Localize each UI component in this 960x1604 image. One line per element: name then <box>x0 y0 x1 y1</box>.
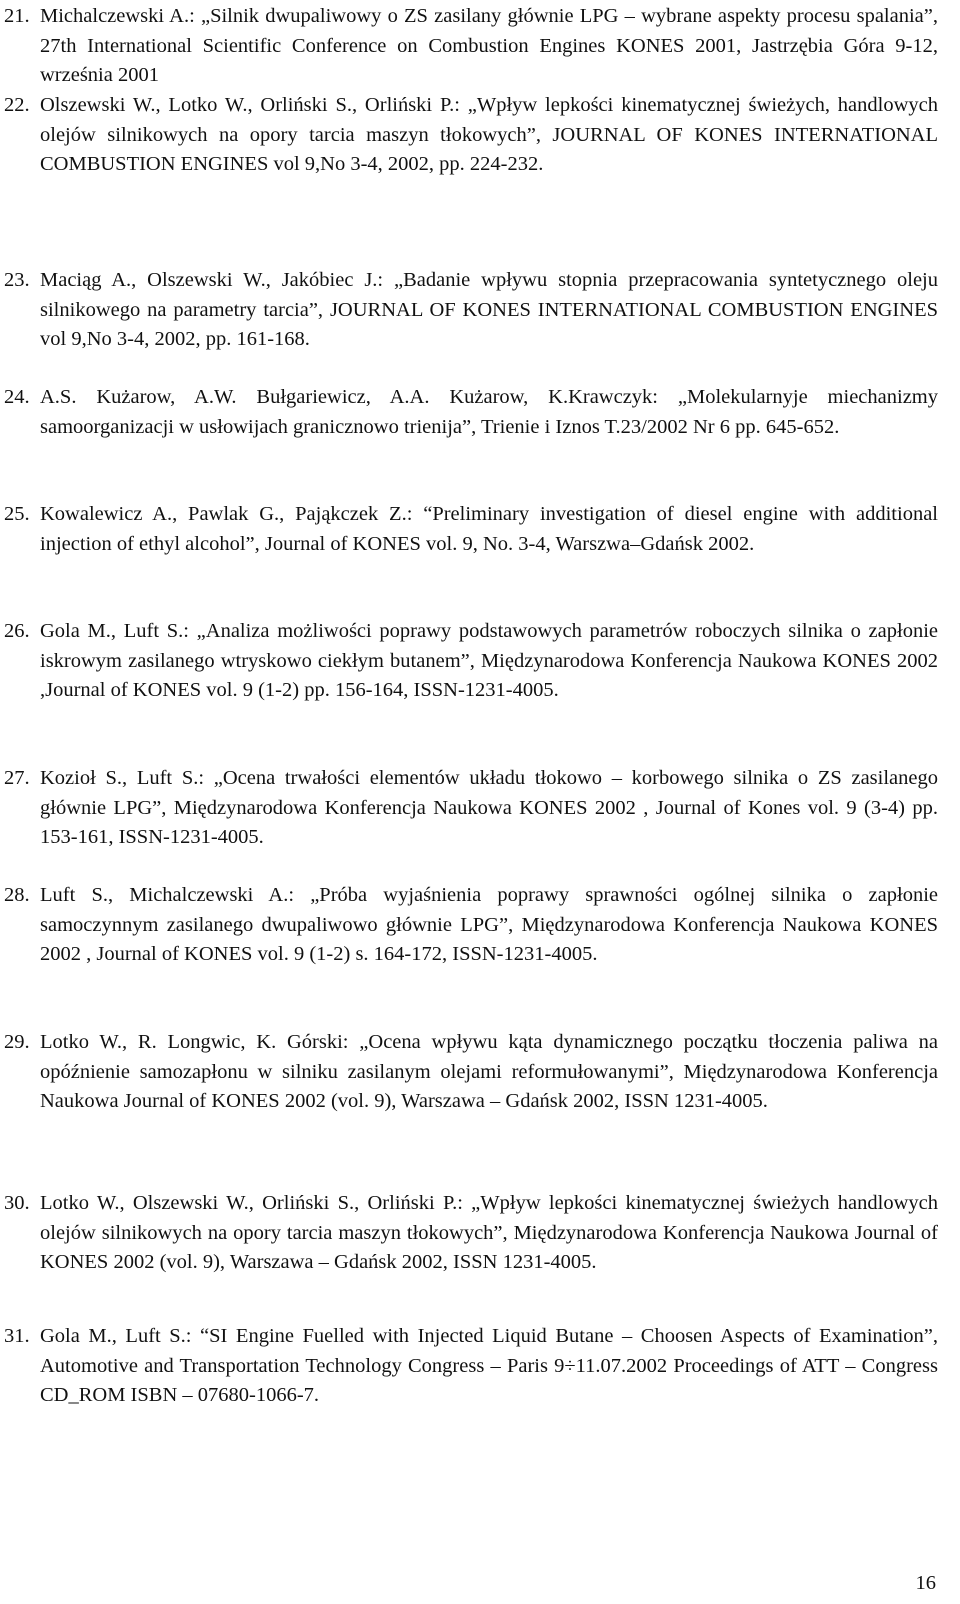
page-number: 16 <box>915 1572 936 1594</box>
reference-number: 24. <box>4 386 30 408</box>
reference-item <box>4 91 938 176</box>
reference-item <box>4 881 938 966</box>
reference-item <box>4 764 938 849</box>
reference-number: 27. <box>4 767 30 789</box>
reference-text: Luft S., Michalczewski A.: „Próba wyjaśnienia poprawy sprawności ogólnej silnika o zapłonie samoczynnym zasilanego dwupaliwowo głównie LPG”, Międzynarodowa Konferencja Naukowa KONES 2002 , Journal of KONES vol. 9 (1-2) s. 164-172, ISSN-1231-4005. <box>40 884 938 966</box>
reference-item <box>4 1028 938 1113</box>
reference-text: Lotko W., Olszewski W., Orliński S., Orliński P.: „Wpływ lepkości kinematycznej świeżych handlowych olejów silnikowych na opory tarcia maszyn tłokowych”, Międzynarodowa Konferencja Naukowa Journal of KONES 2002 (vol. 9), Warszawa – Gdańsk 2002, ISSN 1231-4005. <box>40 1192 938 1274</box>
reference-text: Lotko W., R. Longwic, K. Górski: „Ocena wpływu kąta dynamicznego początku tłoczenia paliwa na opóźnienie samozapłonu w silniku zasilanym olejami reformułowanymi”, Międzynarodowa Konferencja Naukowa Journal of KONES 2002 (vol. 9), Warszawa – Gdańsk 2002, ISSN 1231-4005. <box>40 1031 938 1113</box>
reference-number: 21. <box>4 5 30 27</box>
reference-item <box>4 1189 938 1274</box>
reference-number: 31. <box>4 1325 30 1347</box>
reference-text: Maciąg A., Olszewski W., Jakóbiec J.: „Badanie wpływu stopnia przepracowania syntetycznego oleju silnikowego na parametry tarcia”, JOURNAL OF KONES INTERNATIONAL COMBUSTION ENGINES vol 9,No 3-4, 2002, pp. 161-168. <box>40 269 938 351</box>
reference-text: A.S. Kużarow, A.W. Bułgariewicz, A.A. Kużarow, K.Krawczyk: „Molekularnyje miechanizmy samoorganizacji w usłowijach granicznowo trienija”, Trienie i Iznos T.23/2002 Nr 6 pp. 645-652. <box>40 386 938 438</box>
reference-number: 22. <box>4 94 30 116</box>
reference-number: 25. <box>4 503 30 525</box>
reference-item <box>4 1322 938 1407</box>
reference-number: 29. <box>4 1031 30 1053</box>
reference-item <box>4 266 938 351</box>
reference-text: Michalczewski A.: „Silnik dwupaliwowy o ZS zasilany głównie LPG – wybrane aspekty procesu spalania”, 27th International Scientific Conference on Combustion Engines KONES 2001, Jastrzębia Góra 9-12, września 2001 <box>40 5 938 87</box>
reference-text: Olszewski W., Lotko W., Orliński S., Orliński P.: „Wpływ lepkości kinematycznej świeżych, handlowych olejów silnikowych na opory tarcia maszyn tłokowych”, JOURNAL OF KONES INTERNATIONAL COMBUSTION ENGINES vol 9,No 3-4, 2002, pp. 224-232. <box>40 94 938 176</box>
reference-number: 23. <box>4 269 30 291</box>
reference-item <box>4 617 938 702</box>
reference-text: Kozioł S., Luft S.: „Ocena trwałości elementów układu tłokowo – korbowego silnika o ZS zasilanego głównie LPG”, Międzynarodowa Konferencja Naukowa KONES 2002 , Journal of Kones vol. 9 (3-4) pp. 153-161, ISSN-1231-4005. <box>40 767 938 849</box>
reference-number: 30. <box>4 1192 30 1214</box>
reference-item <box>4 2 938 87</box>
reference-number: 26. <box>4 620 30 642</box>
reference-number: 28. <box>4 884 30 906</box>
reference-item <box>4 500 938 555</box>
reference-item <box>4 383 938 438</box>
reference-text: Gola M., Luft S.: „Analiza możliwości poprawy podstawowych parametrów roboczych silnika o zapłonie iskrowym zasilanego wtryskowo ciekłym butanem”, Międzynarodowa Konferencja Naukowa KONES 2002 ,Journal of KONES vol. 9 (1-2) pp. 156-164, ISSN-1231-4005. <box>40 620 938 702</box>
reference-text: Gola M., Luft S.: “SI Engine Fuelled with Injected Liquid Butane – Choosen Aspects of Examination”, Automotive and Transportation Technology Congress – Paris 9÷11.07.2002 Proceedings of ATT – Congress CD_ROM ISBN – 07680-1066-7. <box>40 1325 938 1407</box>
reference-text: Kowalewicz A., Pawlak G., Pająkczek Z.: “Preliminary investigation of diesel engine with additional injection of ethyl alcohol”, Journal of KONES vol. 9, No. 3-4, Warszwa–Gdańsk 2002. <box>40 503 938 555</box>
